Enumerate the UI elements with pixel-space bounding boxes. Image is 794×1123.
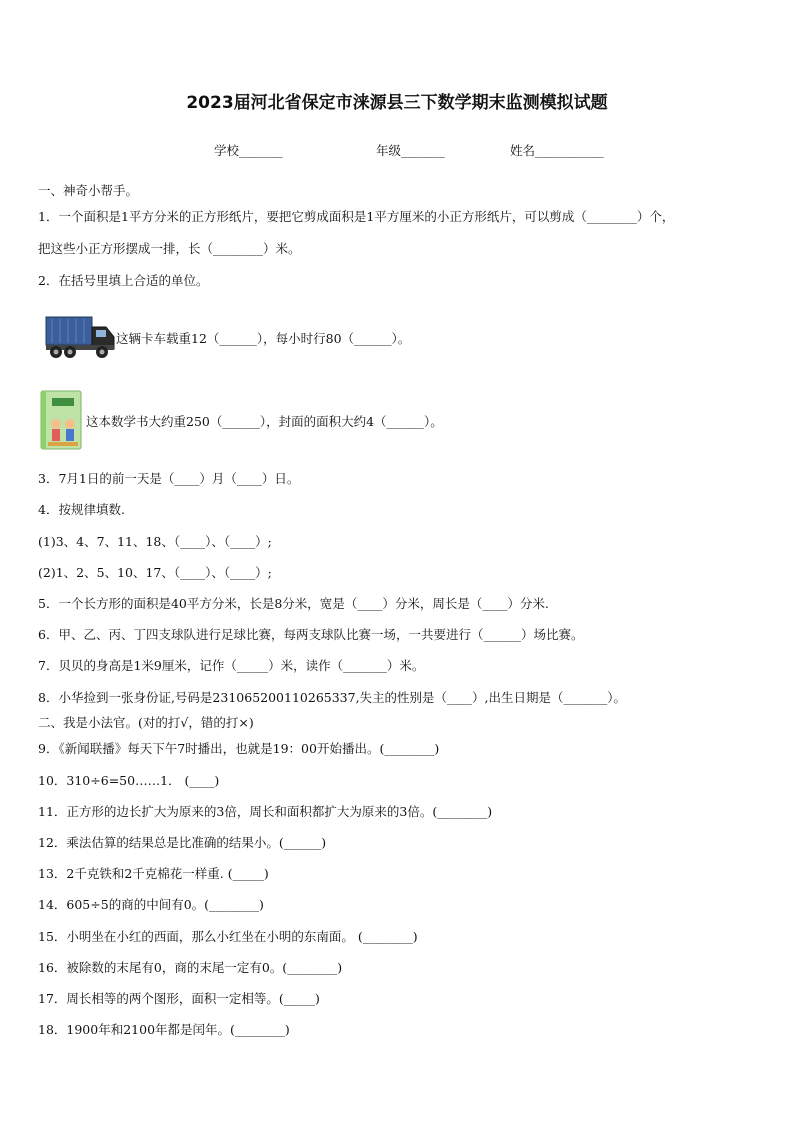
question-9: 9．《新闻联播》每天下午7时播出，也就是19：00开始播出。(________) xyxy=(38,741,440,756)
page-title: 2023届河北省保定市涞源县三下数学期末监测模拟试题 xyxy=(186,93,608,113)
question-6: 6．甲、乙、丙、丁四支球队进行足球比赛，每两支球队比赛一场，一共要进行（______）场比赛。 xyxy=(38,627,584,642)
question-2: 2．在括号里填上合适的单位。 xyxy=(38,273,209,288)
question-2-truck: 这辆卡车载重12（______），每小时行80（______）。 xyxy=(116,331,411,346)
question-4: 4．按规律填数. xyxy=(38,502,125,517)
section-heading-2: 二、我是小法官。(对的打√，错的打×) xyxy=(38,715,254,730)
question-13: 13．2千克铁和2千克棉花一样重. (_____) xyxy=(38,866,269,881)
question-8: 8．小华捡到一张身份证,号码是231065200110265337,失主的性别是（____）,出生日期是（_______）。 xyxy=(38,690,627,705)
question-18: 18．1900年和2100年都是闰年。(________) xyxy=(38,1022,290,1037)
question-1-line-1: 1．一个面积是1平方分米的正方形纸片，要把它剪成面积是1平方厘米的小正方形纸片，可以剪成（________）个， xyxy=(38,209,675,224)
section-heading-1: 一、神奇小帮手。 xyxy=(38,183,139,198)
question-17: 17．周长相等的两个图形，面积一定相等。(_____) xyxy=(38,991,320,1006)
question-1-line-2: 把这些小正方形摆成一排，长（________）米。 xyxy=(38,241,301,256)
school-field: 学校_______ xyxy=(214,143,283,158)
question-12: 12．乘法估算的结果总是比准确的结果小。(______) xyxy=(38,835,327,850)
grade-field: 年级_______ xyxy=(376,143,445,158)
question-7: 7．贝贝的身高是1米9厘米，记作（_____）米，读作（_______）米。 xyxy=(38,658,425,673)
truck-image xyxy=(44,313,116,359)
question-2-book: 这本数学书大约重250（______），封面的面积大约4（______）。 xyxy=(86,414,443,429)
question-14: 14．605÷5的商的中间有0。(________) xyxy=(38,897,264,912)
question-4-part-1: (1)3、4、7、11、18、（____）、（____）; xyxy=(38,534,272,549)
question-4-part-2: (2)1、2、5、10、17、（____）、（____）; xyxy=(38,565,272,580)
name-field: 姓名___________ xyxy=(510,143,604,158)
question-15: 15．小明坐在小红的西面，那么小红坐在小明的东南面。 (________) xyxy=(38,929,418,944)
question-5: 5．一个长方形的面积是40平方分米，长是8分米，宽是（____）分米，周长是（____）分米. xyxy=(38,596,549,611)
question-16: 16．被除数的末尾有0，商的末尾一定有0。(________) xyxy=(38,960,343,975)
question-3: 3．7月1日的前一天是（____）月（____）日。 xyxy=(38,471,300,486)
question-11: 11．正方形的边长扩大为原来的3倍，周长和面积都扩大为原来的3倍。(________) xyxy=(38,804,493,819)
math-book-image xyxy=(40,390,84,450)
question-10: 10．310÷6=50……1． (____) xyxy=(38,773,220,788)
